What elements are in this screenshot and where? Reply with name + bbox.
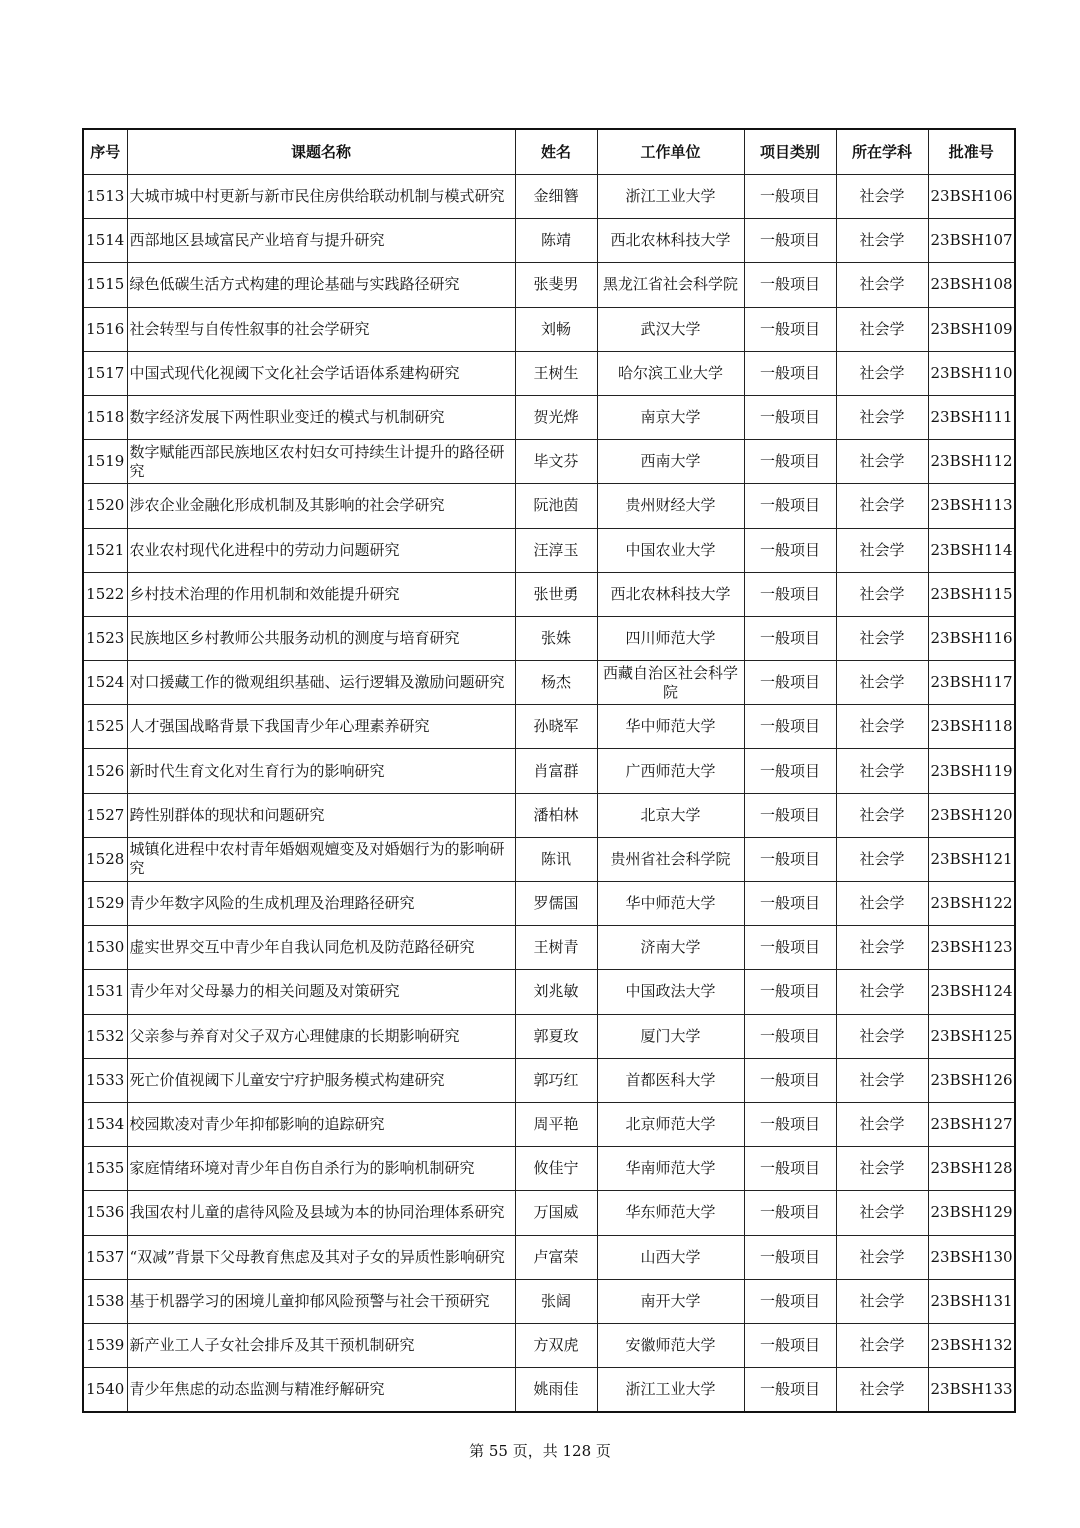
cell-seq: 1532 <box>83 1014 127 1058</box>
table-row <box>83 175 1015 219</box>
cell-title: 涉农企业金融化形成机制及其影响的社会学研究 <box>127 484 515 528</box>
table-row <box>83 1323 1015 1367</box>
cell-title: 人才强国战略背景下我国青少年心理素养研究 <box>127 705 515 749</box>
cell-seq: 1539 <box>83 1323 127 1367</box>
cell-name: 刘兆敏 <box>515 970 597 1014</box>
cell-category: 一般项目 <box>744 1058 836 1102</box>
cell-title: “双减”背景下父母教育焦虑及其对子女的异质性影响研究 <box>127 1235 515 1279</box>
table-row <box>83 661 1015 705</box>
cell-unit: 华东师范大学 <box>597 1191 744 1235</box>
cell-title: 乡村技术治理的作用机制和效能提升研究 <box>127 572 515 616</box>
cell-seq: 1525 <box>83 705 127 749</box>
cell-title: 数字赋能西部民族地区农村妇女可持续生计提升的路径研究 <box>127 440 515 484</box>
cell-discipline: 社会学 <box>836 263 928 307</box>
table-row <box>83 1058 1015 1102</box>
cell-discipline: 社会学 <box>836 1102 928 1146</box>
page-footer: 第 55 页，共 128 页 <box>469 1442 611 1460</box>
cell-title: 绿色低碳生活方式构建的理论基础与实践路径研究 <box>127 263 515 307</box>
cell-seq: 1530 <box>83 926 127 970</box>
cell-discipline: 社会学 <box>836 572 928 616</box>
cell-approval-no: 23BSH121 <box>928 837 1015 881</box>
cell-category: 一般项目 <box>744 837 836 881</box>
cell-name: 张姝 <box>515 616 597 660</box>
cell-title: 社会转型与自传性叙事的社会学研究 <box>127 307 515 351</box>
cell-seq: 1522 <box>83 572 127 616</box>
cell-approval-no: 23BSH125 <box>928 1014 1015 1058</box>
cell-title: 新时代生育文化对生育行为的影响研究 <box>127 749 515 793</box>
cell-unit: 北京师范大学 <box>597 1102 744 1146</box>
project-table <box>82 128 1016 1413</box>
cell-discipline: 社会学 <box>836 970 928 1014</box>
header-discipline: 所在学科 <box>836 129 928 175</box>
table-row <box>83 1279 1015 1323</box>
cell-title: 校园欺凌对青少年抑郁影响的追踪研究 <box>127 1102 515 1146</box>
cell-approval-no: 23BSH113 <box>928 484 1015 528</box>
cell-discipline: 社会学 <box>836 395 928 439</box>
cell-unit: 安徽师范大学 <box>597 1323 744 1367</box>
cell-unit: 南开大学 <box>597 1279 744 1323</box>
cell-discipline: 社会学 <box>836 661 928 705</box>
cell-seq: 1514 <box>83 219 127 263</box>
cell-discipline: 社会学 <box>836 1191 928 1235</box>
cell-approval-no: 23BSH110 <box>928 351 1015 395</box>
cell-name: 肖富群 <box>515 749 597 793</box>
cell-approval-no: 23BSH131 <box>928 1279 1015 1323</box>
cell-category: 一般项目 <box>744 1191 836 1235</box>
cell-title: 新产业工人子女社会排斥及其干预机制研究 <box>127 1323 515 1367</box>
cell-name: 万国威 <box>515 1191 597 1235</box>
cell-name: 阮池茵 <box>515 484 597 528</box>
table-row <box>83 528 1015 572</box>
cell-approval-no: 23BSH111 <box>928 395 1015 439</box>
cell-unit: 厦门大学 <box>597 1014 744 1058</box>
table-row <box>83 705 1015 749</box>
cell-category: 一般项目 <box>744 1235 836 1279</box>
cell-category: 一般项目 <box>744 616 836 660</box>
cell-title: 死亡价值视阈下儿童安宁疗护服务模式构建研究 <box>127 1058 515 1102</box>
header-name: 姓名 <box>515 129 597 175</box>
cell-name: 姚雨佳 <box>515 1368 597 1413</box>
table-row <box>83 970 1015 1014</box>
cell-unit: 山西大学 <box>597 1235 744 1279</box>
cell-name: 张世勇 <box>515 572 597 616</box>
cell-approval-no: 23BSH117 <box>928 661 1015 705</box>
cell-category: 一般项目 <box>744 1323 836 1367</box>
cell-approval-no: 23BSH132 <box>928 1323 1015 1367</box>
cell-unit: 浙江工业大学 <box>597 175 744 219</box>
cell-name: 杨杰 <box>515 661 597 705</box>
header-title: 课题名称 <box>127 129 515 175</box>
table-row <box>83 440 1015 484</box>
cell-category: 一般项目 <box>744 705 836 749</box>
cell-unit: 广西师范大学 <box>597 749 744 793</box>
cell-seq: 1520 <box>83 484 127 528</box>
cell-title: 西部地区县域富民产业培育与提升研究 <box>127 219 515 263</box>
cell-seq: 1515 <box>83 263 127 307</box>
cell-category: 一般项目 <box>744 440 836 484</box>
cell-name: 刘畅 <box>515 307 597 351</box>
cell-approval-no: 23BSH116 <box>928 616 1015 660</box>
table-row <box>83 219 1015 263</box>
cell-approval-no: 23BSH115 <box>928 572 1015 616</box>
cell-discipline: 社会学 <box>836 175 928 219</box>
cell-title: 虚实世界交互中青少年自我认同危机及防范路径研究 <box>127 926 515 970</box>
cell-unit: 哈尔滨工业大学 <box>597 351 744 395</box>
cell-category: 一般项目 <box>744 528 836 572</box>
cell-category: 一般项目 <box>744 661 836 705</box>
cell-discipline: 社会学 <box>836 484 928 528</box>
table-row <box>83 351 1015 395</box>
table-row <box>83 395 1015 439</box>
cell-unit: 贵州财经大学 <box>597 484 744 528</box>
cell-name: 汪淳玉 <box>515 528 597 572</box>
project-table-container <box>82 128 1014 1413</box>
table-row <box>83 263 1015 307</box>
header-unit: 工作单位 <box>597 129 744 175</box>
cell-unit: 北京大学 <box>597 793 744 837</box>
cell-category: 一般项目 <box>744 749 836 793</box>
cell-unit: 贵州省社会科学院 <box>597 837 744 881</box>
cell-seq: 1529 <box>83 882 127 926</box>
cell-title: 对口援藏工作的微观组织基础、运行逻辑及激励问题研究 <box>127 661 515 705</box>
cell-title: 青少年数字风险的生成机理及治理路径研究 <box>127 882 515 926</box>
cell-unit: 西藏自治区社会科学院 <box>597 661 744 705</box>
cell-approval-no: 23BSH119 <box>928 749 1015 793</box>
cell-category: 一般项目 <box>744 1102 836 1146</box>
cell-title: 农业农村现代化进程中的劳动力问题研究 <box>127 528 515 572</box>
cell-unit: 武汉大学 <box>597 307 744 351</box>
cell-unit: 华中师范大学 <box>597 705 744 749</box>
table-row <box>83 882 1015 926</box>
cell-category: 一般项目 <box>744 1279 836 1323</box>
cell-discipline: 社会学 <box>836 219 928 263</box>
cell-category: 一般项目 <box>744 970 836 1014</box>
cell-name: 郭夏玫 <box>515 1014 597 1058</box>
cell-approval-no: 23BSH109 <box>928 307 1015 351</box>
cell-discipline: 社会学 <box>836 749 928 793</box>
cell-name: 周平艳 <box>515 1102 597 1146</box>
cell-title: 家庭情绪环境对青少年自伤自杀行为的影响机制研究 <box>127 1147 515 1191</box>
cell-category: 一般项目 <box>744 1147 836 1191</box>
table-row <box>83 1014 1015 1058</box>
cell-approval-no: 23BSH118 <box>928 705 1015 749</box>
cell-approval-no: 23BSH114 <box>928 528 1015 572</box>
cell-unit: 西北农林科技大学 <box>597 219 744 263</box>
cell-title: 跨性别群体的现状和问题研究 <box>127 793 515 837</box>
cell-approval-no: 23BSH130 <box>928 1235 1015 1279</box>
cell-approval-no: 23BSH129 <box>928 1191 1015 1235</box>
cell-category: 一般项目 <box>744 351 836 395</box>
cell-seq: 1521 <box>83 528 127 572</box>
header-seq: 序号 <box>83 129 127 175</box>
table-row <box>83 1102 1015 1146</box>
cell-seq: 1531 <box>83 970 127 1014</box>
cell-name: 孙晓军 <box>515 705 597 749</box>
cell-title: 我国农村儿童的虐待风险及县域为本的协同治理体系研究 <box>127 1191 515 1235</box>
cell-name: 罗儒国 <box>515 882 597 926</box>
cell-discipline: 社会学 <box>836 1058 928 1102</box>
cell-discipline: 社会学 <box>836 837 928 881</box>
cell-title: 青少年焦虑的动态监测与精准纾解研究 <box>127 1368 515 1413</box>
cell-discipline: 社会学 <box>836 926 928 970</box>
cell-discipline: 社会学 <box>836 440 928 484</box>
cell-discipline: 社会学 <box>836 616 928 660</box>
cell-name: 卢富荣 <box>515 1235 597 1279</box>
cell-seq: 1534 <box>83 1102 127 1146</box>
cell-name: 潘柏林 <box>515 793 597 837</box>
cell-category: 一般项目 <box>744 926 836 970</box>
header-approval-no: 批准号 <box>928 129 1015 175</box>
cell-discipline: 社会学 <box>836 307 928 351</box>
cell-discipline: 社会学 <box>836 1235 928 1279</box>
cell-unit: 首都医科大学 <box>597 1058 744 1102</box>
cell-seq: 1518 <box>83 395 127 439</box>
cell-discipline: 社会学 <box>836 882 928 926</box>
cell-approval-no: 23BSH120 <box>928 793 1015 837</box>
cell-title: 数字经济发展下两性职业变迁的模式与机制研究 <box>127 395 515 439</box>
cell-unit: 浙江工业大学 <box>597 1368 744 1413</box>
cell-unit: 华南师范大学 <box>597 1147 744 1191</box>
cell-seq: 1528 <box>83 837 127 881</box>
cell-discipline: 社会学 <box>836 1323 928 1367</box>
cell-discipline: 社会学 <box>836 1014 928 1058</box>
table-row <box>83 484 1015 528</box>
cell-title: 父亲参与养育对父子双方心理健康的长期影响研究 <box>127 1014 515 1058</box>
cell-seq: 1524 <box>83 661 127 705</box>
cell-seq: 1536 <box>83 1191 127 1235</box>
cell-discipline: 社会学 <box>836 705 928 749</box>
cell-unit: 四川师范大学 <box>597 616 744 660</box>
cell-seq: 1519 <box>83 440 127 484</box>
cell-unit: 西北农林科技大学 <box>597 572 744 616</box>
cell-category: 一般项目 <box>744 175 836 219</box>
cell-approval-no: 23BSH112 <box>928 440 1015 484</box>
cell-approval-no: 23BSH108 <box>928 263 1015 307</box>
cell-category: 一般项目 <box>744 882 836 926</box>
cell-unit: 中国政法大学 <box>597 970 744 1014</box>
cell-name: 攸佳宁 <box>515 1147 597 1191</box>
table-row <box>83 1368 1015 1413</box>
cell-seq: 1513 <box>83 175 127 219</box>
cell-name: 方双虎 <box>515 1323 597 1367</box>
cell-title: 基于机器学习的困境儿童抑郁风险预警与社会干预研究 <box>127 1279 515 1323</box>
cell-seq: 1527 <box>83 793 127 837</box>
cell-title: 青少年对父母暴力的相关问题及对策研究 <box>127 970 515 1014</box>
cell-name: 张阔 <box>515 1279 597 1323</box>
cell-title: 中国式现代化视阈下文化社会学话语体系建构研究 <box>127 351 515 395</box>
cell-name: 王树青 <box>515 926 597 970</box>
cell-approval-no: 23BSH123 <box>928 926 1015 970</box>
cell-category: 一般项目 <box>744 263 836 307</box>
cell-seq: 1523 <box>83 616 127 660</box>
cell-unit: 华中师范大学 <box>597 882 744 926</box>
table-row <box>83 749 1015 793</box>
cell-name: 金细簪 <box>515 175 597 219</box>
cell-approval-no: 23BSH124 <box>928 970 1015 1014</box>
cell-category: 一般项目 <box>744 395 836 439</box>
table-row <box>83 926 1015 970</box>
cell-category: 一般项目 <box>744 219 836 263</box>
table-body <box>83 175 1015 1413</box>
table-row <box>83 572 1015 616</box>
cell-discipline: 社会学 <box>836 793 928 837</box>
table-row <box>83 1235 1015 1279</box>
cell-approval-no: 23BSH127 <box>928 1102 1015 1146</box>
cell-seq: 1516 <box>83 307 127 351</box>
cell-category: 一般项目 <box>744 793 836 837</box>
table-row <box>83 1147 1015 1191</box>
cell-category: 一般项目 <box>744 484 836 528</box>
cell-approval-no: 23BSH106 <box>928 175 1015 219</box>
cell-discipline: 社会学 <box>836 1279 928 1323</box>
cell-title: 民族地区乡村教师公共服务动机的测度与培育研究 <box>127 616 515 660</box>
cell-seq: 1533 <box>83 1058 127 1102</box>
cell-seq: 1535 <box>83 1147 127 1191</box>
table-row <box>83 307 1015 351</box>
cell-seq: 1540 <box>83 1368 127 1413</box>
cell-name: 陈靖 <box>515 219 597 263</box>
cell-unit: 黑龙江省社会科学院 <box>597 263 744 307</box>
table-row <box>83 1191 1015 1235</box>
cell-name: 贺光烨 <box>515 395 597 439</box>
cell-category: 一般项目 <box>744 1368 836 1413</box>
cell-seq: 1517 <box>83 351 127 395</box>
cell-name: 王树生 <box>515 351 597 395</box>
cell-name: 张斐男 <box>515 263 597 307</box>
cell-unit: 南京大学 <box>597 395 744 439</box>
cell-approval-no: 23BSH122 <box>928 882 1015 926</box>
cell-title: 城镇化进程中农村青年婚姻观嬗变及对婚姻行为的影响研究 <box>127 837 515 881</box>
cell-discipline: 社会学 <box>836 351 928 395</box>
cell-unit: 济南大学 <box>597 926 744 970</box>
table-header-row <box>83 129 1015 175</box>
cell-approval-no: 23BSH107 <box>928 219 1015 263</box>
cell-approval-no: 23BSH128 <box>928 1147 1015 1191</box>
cell-unit: 中国农业大学 <box>597 528 744 572</box>
header-category: 项目类别 <box>744 129 836 175</box>
cell-discipline: 社会学 <box>836 1368 928 1413</box>
cell-category: 一般项目 <box>744 307 836 351</box>
cell-unit: 西南大学 <box>597 440 744 484</box>
cell-seq: 1537 <box>83 1235 127 1279</box>
table-row <box>83 616 1015 660</box>
cell-category: 一般项目 <box>744 572 836 616</box>
cell-approval-no: 23BSH133 <box>928 1368 1015 1413</box>
cell-name: 毕文芬 <box>515 440 597 484</box>
cell-approval-no: 23BSH126 <box>928 1058 1015 1102</box>
cell-discipline: 社会学 <box>836 528 928 572</box>
table-row <box>83 793 1015 837</box>
cell-category: 一般项目 <box>744 1014 836 1058</box>
cell-seq: 1538 <box>83 1279 127 1323</box>
table-row <box>83 837 1015 881</box>
cell-discipline: 社会学 <box>836 1147 928 1191</box>
cell-name: 郭巧红 <box>515 1058 597 1102</box>
cell-seq: 1526 <box>83 749 127 793</box>
cell-name: 陈讯 <box>515 837 597 881</box>
cell-title: 大城市城中村更新与新市民住房供给联动机制与模式研究 <box>127 175 515 219</box>
